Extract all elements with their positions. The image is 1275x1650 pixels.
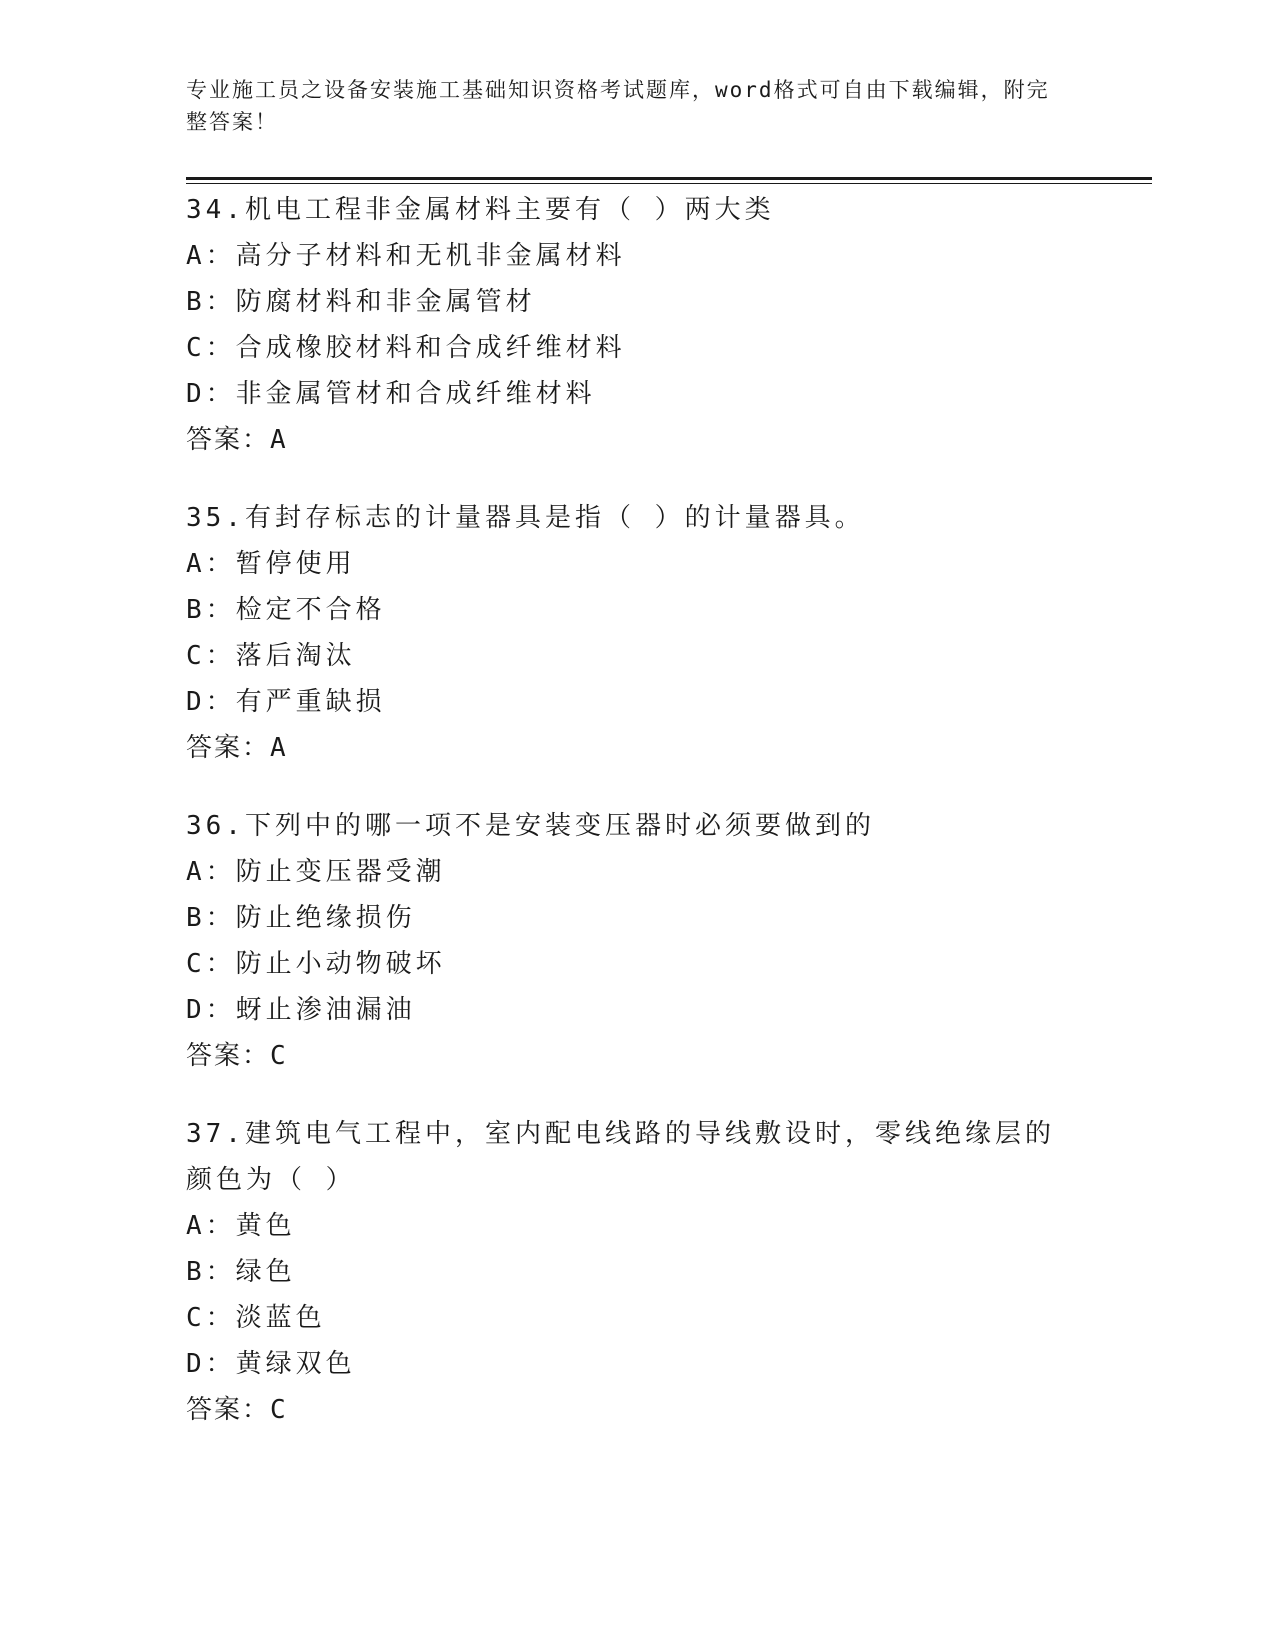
question-title: 37.建筑电气工程中，室内配电线路的导线敷设时，零线绝缘层的颜色为（ ） xyxy=(186,1119,1055,1195)
answer-line: 答案：A xyxy=(186,425,288,455)
option-b: B：防止绝缘损伤 xyxy=(186,903,416,933)
option-b: B：防腐材料和非金属管材 xyxy=(186,287,536,317)
header-divider-thin xyxy=(186,183,1152,184)
question-36 xyxy=(186,803,1066,1079)
option-a: A：暂停使用 xyxy=(186,549,356,579)
answer-line: 答案：A xyxy=(186,733,288,763)
option-a: A：高分子材料和无机非金属材料 xyxy=(186,241,626,271)
answer-line: 答案：C xyxy=(186,1395,288,1425)
question-title: 34.机电工程非金属材料主要有（ ）两大类 xyxy=(186,195,775,225)
option-d: D：蚜止渗油漏油 xyxy=(186,995,416,1025)
question-list xyxy=(186,187,1066,1465)
option-c: C：淡蓝色 xyxy=(186,1303,326,1333)
document-header: 专业施工员之设备安装施工基础知识资格考试题库，word格式可自由下载编辑，附完整答案！ xyxy=(186,78,1050,134)
option-d: D：黄绿双色 xyxy=(186,1349,356,1379)
option-c: C：落后淘汰 xyxy=(186,641,356,671)
option-d: D：有严重缺损 xyxy=(186,687,386,717)
option-a: A：黄色 xyxy=(186,1211,296,1241)
option-c: C：防止小动物破坏 xyxy=(186,949,446,979)
question-title: 35.有封存标志的计量器具是指（ ）的计量器具。 xyxy=(186,503,865,533)
question-37 xyxy=(186,1111,1066,1433)
question-34 xyxy=(186,187,1066,463)
option-b: B：检定不合格 xyxy=(186,595,386,625)
answer-line: 答案：C xyxy=(186,1041,288,1071)
option-d: D：非金属管材和合成纤维材料 xyxy=(186,379,596,409)
option-b: B：绿色 xyxy=(186,1257,296,1287)
option-a: A：防止变压器受潮 xyxy=(186,857,446,887)
question-title: 36.下列中的哪一项不是安装变压器时必须要做到的 xyxy=(186,811,875,841)
header-divider-thick xyxy=(186,177,1152,180)
option-c: C：合成橡胶材料和合成纤维材料 xyxy=(186,333,626,363)
question-35 xyxy=(186,495,1066,771)
